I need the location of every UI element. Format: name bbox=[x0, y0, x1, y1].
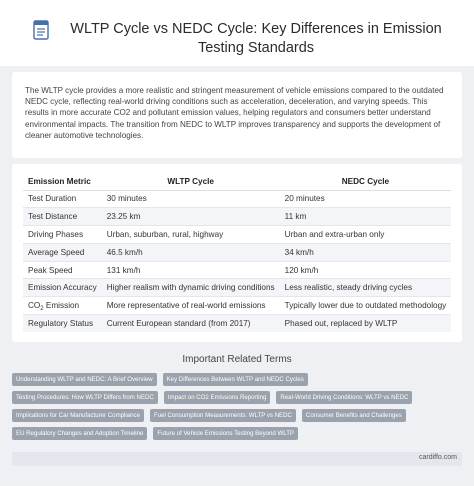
nedc-cell: Urban and extra-urban only bbox=[280, 226, 452, 244]
wltp-cell: Current European standard (from 2017) bbox=[102, 315, 280, 333]
term-tag[interactable]: Understanding WLTP and NEDC: A Brief Overview bbox=[12, 373, 157, 386]
table-row bbox=[23, 190, 451, 208]
term-tag[interactable]: Consumer Benefits and Challenges bbox=[302, 409, 406, 422]
term-tag[interactable]: EU Regulatory Changes and Adoption Timeline bbox=[12, 427, 147, 440]
term-tag[interactable]: Real-World Driving Conditions: WLTP vs NEDC bbox=[276, 391, 412, 404]
metric-cell: Emission Accuracy bbox=[23, 279, 102, 297]
term-tag[interactable]: Implications for Car Manufacturer Compliance bbox=[12, 409, 144, 422]
tag-row bbox=[12, 373, 464, 386]
header-nedc-cycle: NEDC Cycle bbox=[280, 174, 452, 190]
wltp-cell: 131 km/h bbox=[102, 261, 280, 279]
page-header bbox=[0, 0, 474, 66]
wltp-cell: 30 minutes bbox=[102, 190, 280, 208]
nedc-cell: Less realistic, steady driving cycles bbox=[280, 279, 452, 297]
co2-label-sub: 2 bbox=[40, 306, 44, 313]
term-tag[interactable]: Impact on CO2 Emissions Reporting bbox=[164, 391, 271, 404]
intro-card bbox=[12, 72, 462, 158]
table-row bbox=[23, 208, 451, 226]
nedc-cell: 120 km/h bbox=[280, 261, 452, 279]
metric-cell: Regulatory Status bbox=[23, 315, 102, 333]
tag-row bbox=[12, 409, 464, 422]
page-title: WLTP Cycle vs NEDC Cycle: Key Differences in Emission Testing Standards bbox=[70, 21, 442, 56]
tag-row bbox=[12, 391, 464, 404]
metric-cell: Peak Speed bbox=[23, 261, 102, 279]
wltp-cell: 23.25 km bbox=[102, 208, 280, 226]
table-row bbox=[23, 261, 451, 279]
nedc-cell: 11 km bbox=[280, 208, 452, 226]
metric-cell: Test Duration bbox=[23, 190, 102, 208]
table-row bbox=[23, 297, 451, 315]
co2-label-main: CO bbox=[28, 301, 41, 311]
term-tag[interactable]: Key Differences Between WLTP and NEDC Cycles bbox=[163, 373, 308, 386]
table-row bbox=[23, 243, 451, 261]
comparison-table bbox=[23, 174, 451, 332]
table-row bbox=[23, 226, 451, 244]
wltp-cell: 46.5 km/h bbox=[102, 243, 280, 261]
metric-cell: Driving Phases bbox=[23, 226, 102, 244]
header-emission-metric: Emission Metric bbox=[23, 174, 102, 190]
intro-text: The WLTP cycle provides a more realistic and stringent measurement of vehicle emissions compared to the outdated NEDC cycle, reflecting real-world driving conditions such as acceleration, deceleration, and varying speeds. This results in more accurate CO2 and pollutant emission values, helping regulators and consumers better understand environmental impacts. The transition from NEDC to WLTP improves transparency and supports the development of cleaner automotive technologies. bbox=[25, 86, 444, 140]
co2-label-rest: Emission bbox=[43, 301, 80, 311]
table-row bbox=[23, 315, 451, 333]
nedc-cell: 34 km/h bbox=[280, 243, 452, 261]
tag-row bbox=[12, 427, 464, 440]
metric-cell-co2 bbox=[23, 297, 102, 315]
term-tag[interactable]: Fuel Consumption Measurements: WLTP vs NEDC bbox=[150, 409, 296, 422]
metric-cell: Test Distance bbox=[23, 208, 102, 226]
comparison-table-card bbox=[12, 164, 462, 342]
table-row bbox=[23, 279, 451, 297]
nedc-cell: Phased out, replaced by WLTP bbox=[280, 315, 452, 333]
header-wltp-cycle: WLTP Cycle bbox=[102, 174, 280, 190]
wltp-cell: Higher realism with dynamic driving conditions bbox=[102, 279, 280, 297]
site-name[interactable]: cardiffo.com bbox=[419, 454, 457, 461]
footer-bar bbox=[12, 452, 462, 466]
document-icon bbox=[33, 20, 49, 40]
wltp-cell: More representative of real-world emissions bbox=[102, 297, 280, 315]
nedc-cell: 20 minutes bbox=[280, 190, 452, 208]
related-terms-tags bbox=[12, 373, 464, 445]
term-tag[interactable]: Future of Vehicle Emissions Testing Beyond WLTP bbox=[153, 427, 298, 440]
metric-cell: Average Speed bbox=[23, 243, 102, 261]
wltp-cell: Urban, suburban, rural, highway bbox=[102, 226, 280, 244]
related-terms-title: Important Related Terms bbox=[182, 354, 292, 365]
table-header-row bbox=[23, 174, 451, 190]
nedc-cell: Typically lower due to outdated methodology bbox=[280, 297, 452, 315]
term-tag[interactable]: Testing Procedures: How WLTP Differs from NEDC bbox=[12, 391, 158, 404]
